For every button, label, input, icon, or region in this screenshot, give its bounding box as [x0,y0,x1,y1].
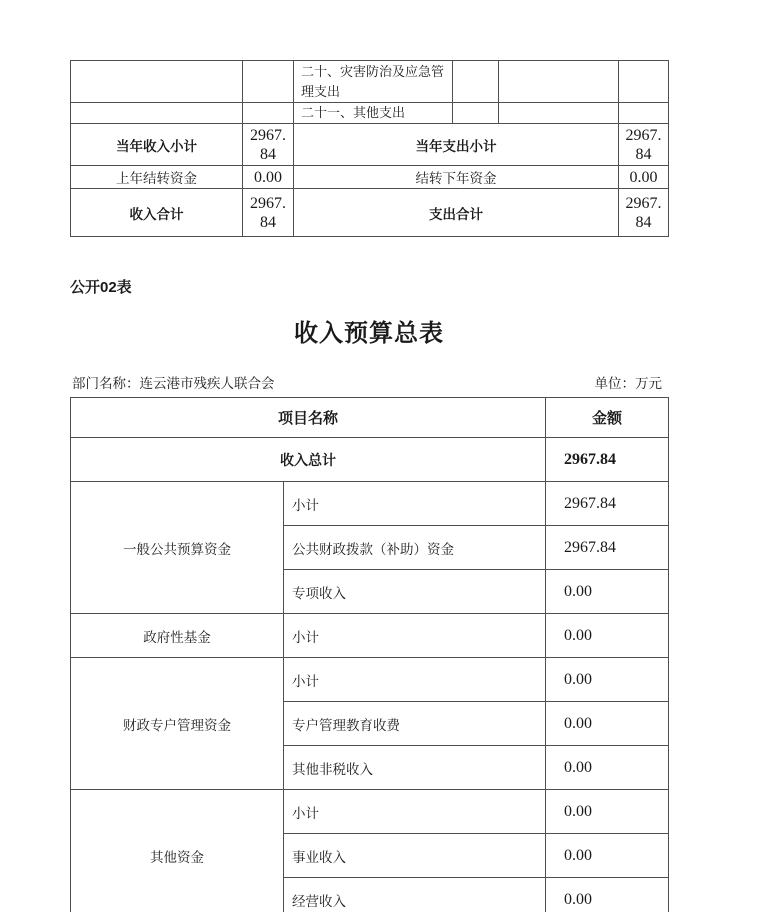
carryover-in-amount: 0.00 [243,166,294,189]
income-budget-table [70,397,669,912]
expense-subtotal-amount: 2967.84 [619,124,669,166]
funding-group-cell: 财政专户管理资金 [71,658,284,790]
carryover-out-label: 结转下年资金 [294,166,619,189]
table-row [71,658,669,702]
income-item-cell: 小计 [284,658,546,702]
empty-cell [499,61,619,103]
amount-cell: 0.00 [546,790,669,834]
income-item-cell: 公共财政拨款（补助）资金 [284,526,546,570]
empty-cell [619,103,669,124]
income-item-cell: 其他非税收入 [284,746,546,790]
table-row [71,189,669,237]
income-item-cell: 经营收入 [284,878,546,912]
department-name: 部门名称：连云港市残疾人联合会 [72,376,275,391]
income-item-cell: 事业收入 [284,834,546,878]
amount-header: 金额 [546,398,669,438]
income-item-cell: 专项收入 [284,570,546,614]
amount-cell: 0.00 [546,746,669,790]
empty-cell [453,61,499,103]
table-meta-row [70,372,668,392]
income-item-cell: 小计 [284,482,546,526]
amount-cell: 0.00 [546,834,669,878]
income-item-cell: 小计 [284,614,546,658]
unit-label: 单位：万元 [594,376,662,391]
amount-cell: 0.00 [546,878,669,912]
empty-cell [243,61,294,103]
amount-cell: 2967.84 [546,526,669,570]
empty-cell [243,103,294,124]
income-item-cell: 小计 [284,790,546,834]
expense-total-label: 支出合计 [294,189,619,237]
income-grand-total-label: 收入总计 [71,438,546,482]
table-row [71,790,669,834]
empty-cell [499,103,619,124]
table-row [71,482,669,526]
expense-item-cell: 二十、灾害防治及应急管理支出 [294,61,453,103]
empty-cell [453,103,499,124]
table-row [71,103,669,124]
amount-cell: 0.00 [546,570,669,614]
carryover-in-label: 上年结转资金 [71,166,243,189]
item-name-header: 项目名称 [71,398,546,438]
empty-cell [71,103,243,124]
amount-cell: 0.00 [546,614,669,658]
amount-cell: 0.00 [546,702,669,746]
page-title: 收入预算总表 [294,320,444,347]
income-subtotal-amount: 2967.84 [243,124,294,166]
empty-cell [619,61,669,103]
sheet-label: 公开02表 [70,279,132,296]
amount-cell: 0.00 [546,658,669,702]
carryover-out-amount: 0.00 [619,166,669,189]
income-total-label: 收入合计 [71,189,243,237]
income-total-row [71,438,669,482]
expense-item-cell: 二十一、其他支出 [294,103,453,124]
income-subtotal-label: 当年收入小计 [71,124,243,166]
amount-cell: 2967.84 [546,482,669,526]
funding-group-cell: 其他资金 [71,790,284,912]
income-total-amount: 2967.84 [243,189,294,237]
table-row [71,166,669,189]
table-row [71,61,669,103]
budget-summary-table [70,60,669,237]
table-row [71,124,669,166]
funding-group-cell: 政府性基金 [71,614,284,658]
table-header-row [71,398,669,438]
income-item-cell: 专户管理教育收费 [284,702,546,746]
table-row [71,614,669,658]
expense-subtotal-label: 当年支出小计 [294,124,619,166]
empty-cell [71,61,243,103]
income-grand-total-amount: 2967.84 [546,438,669,482]
expense-total-amount: 2967.84 [619,189,669,237]
funding-group-cell: 一般公共预算资金 [71,482,284,614]
